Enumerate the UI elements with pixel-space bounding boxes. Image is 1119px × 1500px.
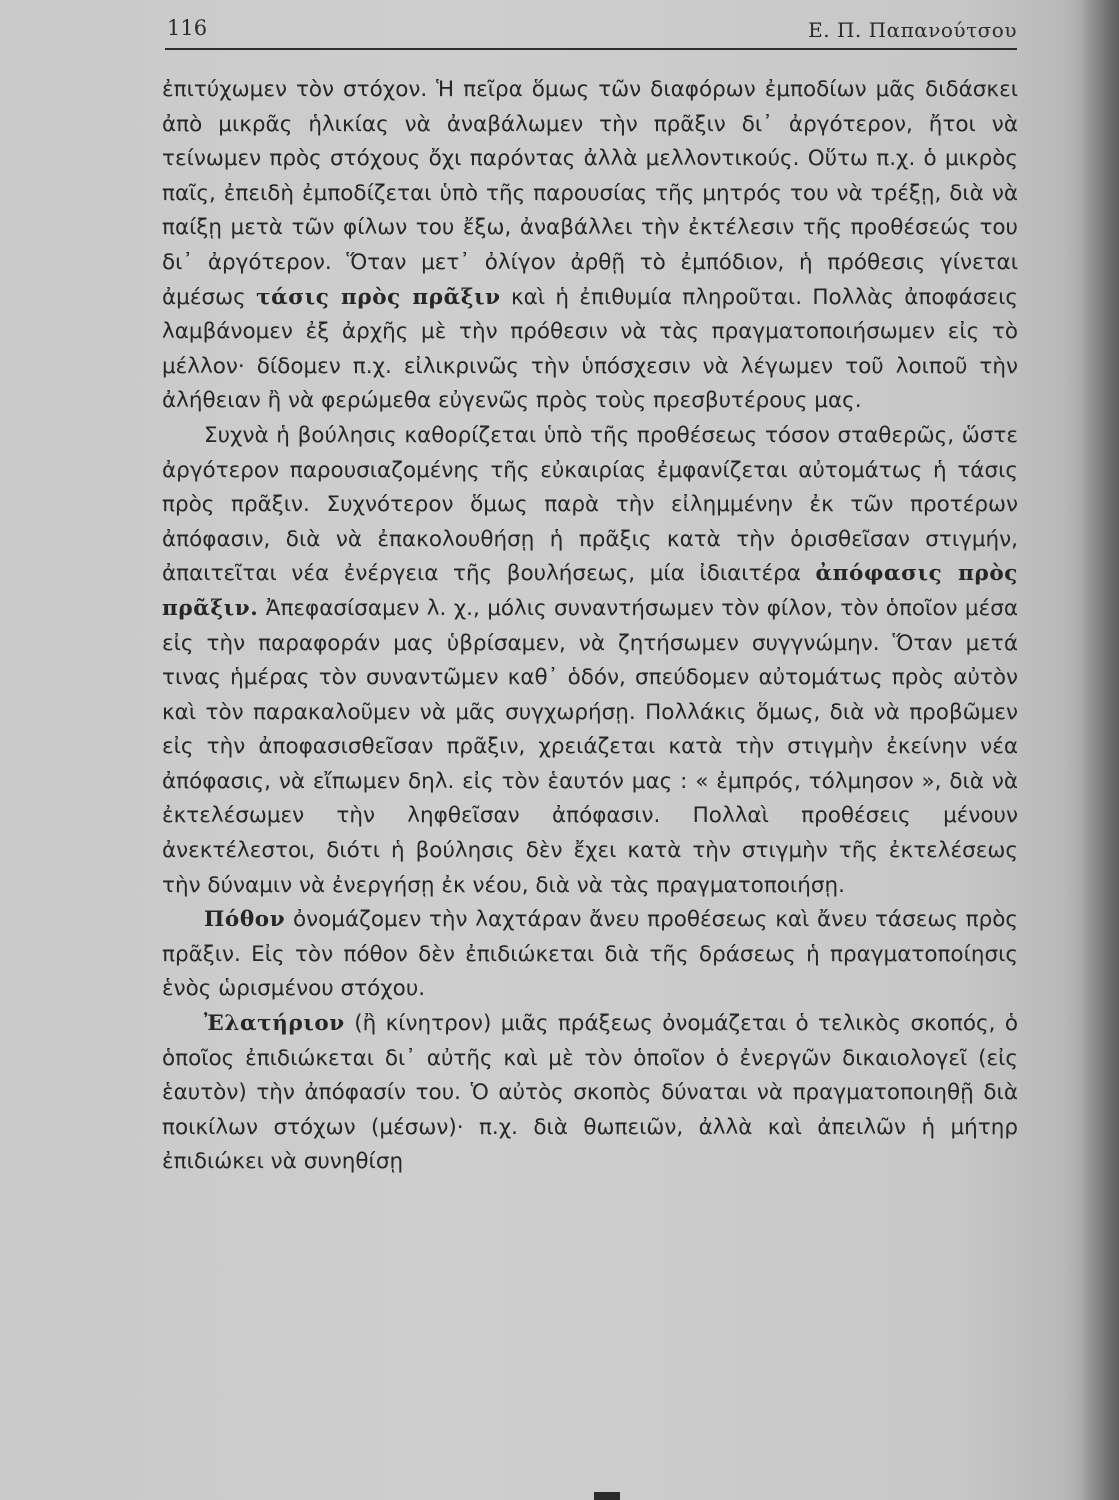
paragraph-4 <box>162 1007 1018 1180</box>
page-number: 116 <box>167 16 208 40</box>
paragraph-2-start: Συχνὰ ἡ βούλησις καθορίζεται ὑπὸ τῆς προθέσεως τόσον σταθερῶς, ὥστε ἀργότερον παρουσιαζομένης τῆς εὐκαιρίας ἐμφανίζεται αὐτομάτως ἡ τάσις πρὸς πρᾶξιν. Συχνότερον ὅμως παρὰ τὴν εἰλημμένην ἐκ τῶν προτέρων ἀπόφασιν, διὰ νὰ ἐπακολουθήσῃ ἡ πρᾶξις κατὰ τὴν ὁρισθεῖσαν στιγμήν, ἀπαιτεῖται νέα ἐνέργεια τῆς βουλήσεως, μία ἰδιαιτέρα <box>162 422 1018 587</box>
running-header <box>165 14 1017 50</box>
paragraph-1-start: ἐπιτύχωμεν τὸν στόχον. Ἡ πεῖρα ὅμως τῶν διαφόρων ἐμποδίων μᾶς διδάσκει ἀπὸ μικρᾶς ἡλικίας νὰ ἀναβάλωμεν τὴν πρᾶξιν δι᾿ ἀργότερον, ἤτοι νὰ τείνωμεν πρὸς στόχους ὄχι παρόντας ἀλλὰ μελλοντικούς. Οὕτω π.χ. ὁ μικρὸς παῖς, ἐπειδὴ ἐμποδίζεται ὑπὸ τῆς παρουσίας τῆς μητρός του νὰ τρέξῃ, διὰ νὰ παίξῃ μετὰ τῶν φίλων του ἔξω, ἀναβάλλει τὴν ἐκτέλεσιν τῆς προθέσεώς του δι᾿ ἀργότερον. Ὅταν μετ᾿ ὀλίγον ἀρθῇ τὸ ἐμπόδιον, ἡ πρόθεσις γίνεται ἀμέσως <box>162 77 1018 310</box>
paragraph-1-end: καὶ ἡ ἐπιθυμία πληροῦται. Πολλὰς ἀποφάσεις λαμβάνομεν ἐξ ἀρχῆς μὲ τὴν πρόθεσιν νὰ τὰς πραγματοποιήσωμεν εἰς τὸ μέλλον· δίδομεν π.χ. εἰλικρινῶς τὴν ὑπόσχεσιν νὰ λέγωμεν τοῦ λοιποῦ τὴν ἀλήθειαν ἢ νὰ φερώμεθα εὐγενῶς πρὸς τοὺς πρεσβυτέρους μας. <box>162 284 1018 414</box>
paragraph-3-end: ὀνομάζομεν τὴν λαχτάραν ἄνευ προθέσεως καὶ ἄνευ τάσεως πρὸς πρᾶξιν. Εἰς τὸν πόθον δὲν ἐπιδιώκεται διὰ τῆς δράσεως ἡ πραγματοποίησις ἑνὸς ὡρισμένου στόχου. <box>162 907 1018 1002</box>
body-text <box>162 73 1018 1180</box>
term-elaterion: Ἐλατήριον <box>204 1011 345 1037</box>
paragraph-2 <box>162 419 1018 903</box>
term-tasis-pros-praxin: τάσις πρὸς πρᾶξιν <box>256 284 501 310</box>
paragraph-4-end: (ἢ κίνητρον) μιᾶς πράξεως ὀνομάζεται ὁ τελικὸς σκοπός, ὁ ὁποῖος ἐπιδιώκεται δι᾿ αὐτῆς καὶ μὲ τὸν ὁποῖον ὁ ἐνεργῶν δικαιολογεῖ (εἰς ἑαυτὸν) τὴν ἀπόφασίν του. Ὁ αὐτὸς σκοπὸς δύναται νὰ πραγματοποιηθῇ διὰ ποικίλων στόχων (μέσων)· π.χ. διὰ θωπειῶν, ἀλλὰ καὶ ἀπειλῶν ἡ μήτηρ ἐπιδιώκει νὰ συνηθίσῃ <box>162 1011 1018 1175</box>
paragraph-1 <box>162 73 1018 419</box>
paragraph-3 <box>162 903 1018 1007</box>
term-pothon: Πόθον <box>204 907 286 933</box>
page-edge-shadow <box>1079 0 1119 1500</box>
running-title: Ε. Π. Παπανούτσου <box>808 18 1017 42</box>
term-apofasis-pros-praxin: ἀπόφασις πρὸς πρᾶξιν. <box>162 561 1018 621</box>
footer-mark <box>594 1492 620 1500</box>
paragraph-2-end: Ἀπεφασίσαμεν λ. χ., μόλις συναντήσωμεν τὸν φίλον, τὸν ὁποῖον μέσα εἰς τὴν παραφοράν μας ὑβρίσαμεν, νὰ ζητήσωμεν συγγνώμην. Ὅταν μετά τινας ἡμέρας τὸν συναντῶμεν καθ᾿ ὁδόν, σπεύδομεν αὐτομάτως πρὸς αὐτὸν καὶ τὸν παρακαλοῦμεν νὰ μᾶς συγχωρήσῃ. Πολλάκις ὅμως, διὰ νὰ προβῶμεν εἰς τὴν ἀποφασισθεῖσαν πρᾶξιν, χρειάζεται κατὰ τὴν στιγμὴν ἐκείνην νέα ἀπόφασις, νὰ εἴπωμεν δηλ. εἰς τὸν ἑαυτόν μας : « ἐμπρός, τόλμησον », διὰ νὰ ἐκτελέσωμεν τὴν ληφθεῖσαν ἀπόφασιν. Πολλαὶ προθέσεις μένουν ἀνεκτέλεστοι, διότι ἡ βούλησις δὲν ἔχει κατὰ τὴν στιγμὴν τῆς ἐκτελέσεως τὴν δύναμιν νὰ ἐνεργήσῃ ἐκ νέου, διὰ νὰ τὰς πραγματοποιήσῃ. <box>162 595 1018 898</box>
